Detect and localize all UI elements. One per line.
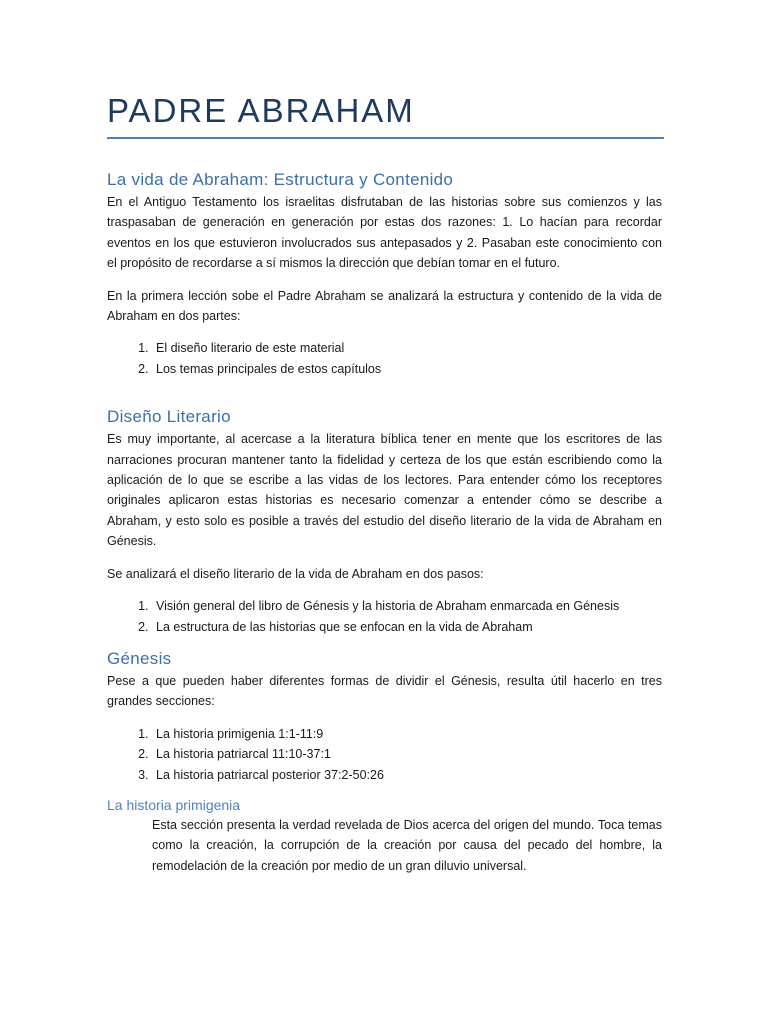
section-heading-vida-de-abraham: La vida de Abraham: Estructura y Contenido	[107, 170, 454, 189]
list-item: 1. Visión general del libro de Génesis y la historia de Abraham enmarcada en Génesis	[152, 596, 662, 616]
paragraph-intro: En el Antiguo Testamento los israelitas disfrutaban de las historias sobre sus comienzos y las traspasaban de generación en generación por estas dos razones: 1. Lo hacían para recordar eventos en los que estuvieron involucrados sus antepasados y 2. Pasaban este conocimiento con el propósito de recordarse a sí mismos la dirección que debían tomar en el futuro.	[107, 195, 662, 271]
list-item: 2. La estructura de las historias que se enfocan en la vida de Abraham	[152, 617, 662, 637]
list-item: 3. La historia patriarcal posterior 37:2-50:26	[152, 765, 662, 785]
list-item: 2. Los temas principales de estos capítulos	[152, 359, 662, 379]
list-item: 2. La historia patriarcal 11:10-37:1	[152, 744, 662, 764]
document-body	[107, 170, 662, 876]
subsection-heading-historia-primigenia: La historia primigenia	[107, 796, 241, 813]
document-title: PADRE ABRAHAM	[107, 92, 415, 129]
paragraph-dos-pasos: Se analizará el diseño literario de la vida de Abraham en dos pasos:	[107, 566, 484, 581]
paragraph-genesis: Pese a que pueden haber diferentes formas de dividir el Génesis, resulta útil hacerlo en tres grandes secciones:	[107, 673, 662, 709]
paragraph-diseno-literario: Es muy importante, al acercase a la literatura bíblica tener en mente que los escritores de las narraciones procuran mantener tanto la fidelidad y certeza de los que están escribiendo como la aplicación de lo que se escribe a las vidas de los lectores. Para entender cómo los receptores originales aplicaron estas historias es necesario comenzar a entender cómo se describe a Abraham, y esto solo es posible a través del estudio del diseño literario de la vida de Abraham en Génesis.	[107, 432, 662, 549]
list-partes	[107, 338, 662, 379]
list-item: 1. El diseño literario de este material	[152, 338, 662, 358]
list-secciones	[107, 724, 662, 785]
list-pasos	[107, 596, 662, 637]
title-underline	[107, 137, 664, 139]
paragraph-historia-primigenia: Esta sección presenta la verdad revelada de Dios acerca del origen del mundo. Toca temas como la creación, la corrupción de la creación por causa del pecado del hombre, la remodelación de la creación por medio de un gran diluvio universal.	[152, 817, 662, 873]
paragraph-primera-leccion: En la primera lección sobe el Padre Abraham se analizará la estructura y contenido de la vida de Abraham en dos partes:	[107, 288, 662, 324]
section-heading-genesis: Génesis	[107, 648, 172, 668]
list-item: 1. La historia primigenia 1:1-11:9	[152, 724, 662, 744]
section-heading-diseno-literario: Diseño Literario	[107, 407, 231, 427]
